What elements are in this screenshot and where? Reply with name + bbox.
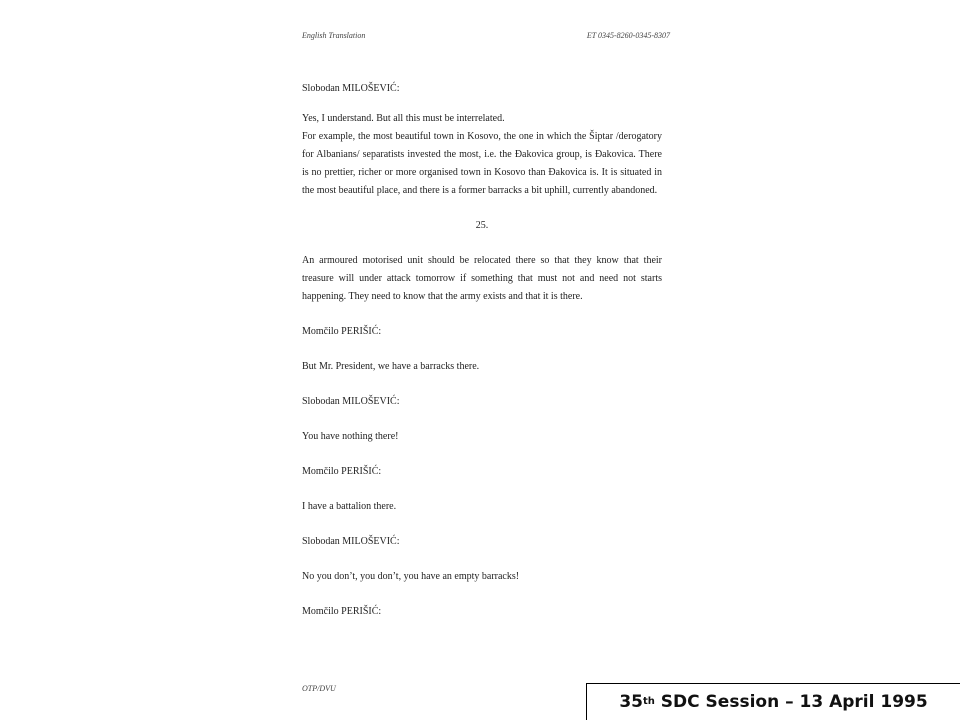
caption-text: SDC Session – 13 April 1995 bbox=[654, 692, 928, 712]
transcript-paragraph: An armoured motorised unit should be relocated there so that they know that their treasure will under attack tomorrow if something that must not and need not starts happening. They need to know that the army exists and that it is there. bbox=[302, 255, 662, 302]
transcript-body bbox=[302, 80, 662, 621]
speaker-name: Momčilo PERIŠIĆ: bbox=[302, 326, 382, 337]
transcript-line: I have a battalion there. bbox=[302, 501, 397, 512]
header-label: English Translation bbox=[302, 31, 366, 40]
speaker-name: Slobodan MILOŠEVIĆ: bbox=[302, 536, 400, 547]
speaker-name: Momčilo PERIŠIĆ: bbox=[302, 466, 382, 477]
caption-session-number: 35 bbox=[619, 692, 643, 712]
footer-label: OTP/DVU bbox=[302, 684, 336, 693]
document-reference: ET 0345-8260-0345-8307 bbox=[586, 31, 670, 40]
transcript-line: You have nothing there! bbox=[302, 431, 399, 442]
transcript-line: No you don’t, you don’t, you have an empty barracks! bbox=[302, 571, 520, 582]
speaker-name: Slobodan MILOŠEVIĆ: bbox=[302, 83, 400, 94]
transcript-line: But Mr. President, we have a barracks there. bbox=[302, 361, 480, 372]
speaker-name: Momčilo PERIŠIĆ: bbox=[302, 606, 382, 617]
session-caption: 35 th SDC Session – 13 April 1995 bbox=[586, 683, 960, 720]
transcript-line: Yes, I understand. But all this must be interrelated. bbox=[302, 113, 505, 124]
page-number: 25. bbox=[475, 220, 489, 231]
speaker-name: Slobodan MILOŠEVIĆ: bbox=[302, 396, 400, 407]
transcript-paragraph: For example, the most beautiful town in Kosovo, the one in which the Šiptar /derogatory for Albanians/ separatists invested the most, i.e. the Đakovica group, is Đakovica. There is no prettier, richer or more organised town in Kosovo than Đakovica is. It is situated in the most beautiful place, and there is a former barracks a bit uphill, currently abandoned. bbox=[302, 131, 662, 196]
